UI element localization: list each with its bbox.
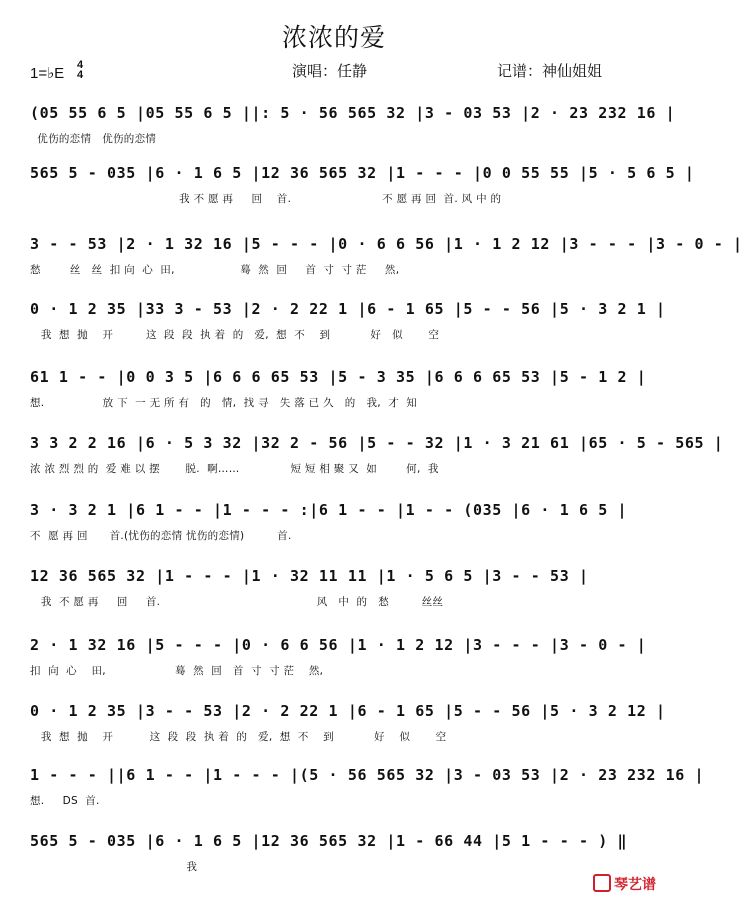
- notation-line: 12 36 565 32 |1 - - - |1 · 32 11 11 |1 · 5 6 5 |3 - - 53 |: [30, 567, 589, 585]
- scribe-credit: 记谱：神仙姐姐: [497, 62, 603, 80]
- notation-line: 2 · 1 32 16 |5 - - - |0 · 6 6 56 |1 · 1 2 12 |3 - - - |3 - 0 - |: [30, 636, 647, 654]
- notation-line: 565 5 - 035 |6 · 1 6 5 |12 36 565 32 |1 - - - |0 0 55 55 |5 · 5 6 5 |: [30, 164, 695, 182]
- notation-line: 1 - - - ||6 1 - - |1 - - - |(5 · 56 565 32 |3 - 03 53 |2 · 23 232 16 |: [30, 766, 705, 784]
- time-signature-bottom: 4: [76, 69, 84, 81]
- lyrics-line: 优伤的恋情 优伤的恋情: [30, 133, 157, 145]
- lyrics-line: 我 想 抛 开 这 段 段 执 着 的 爱, 想 不 到 好 似 空: [30, 329, 440, 341]
- staff-system-12: [30, 828, 635, 888]
- song-title: 浓浓的爱: [281, 23, 386, 52]
- notation-line: 61 1 - - |0 0 3 5 |6 6 6 65 53 |5 - 3 35 |6 6 6 65 53 |5 - 1 2 |: [30, 368, 647, 386]
- notation-line: 0 · 1 2 35 |3 - - 53 |2 · 2 22 1 |6 - 1 65 |5 - - 56 |5 · 3 2 12 |: [30, 702, 666, 720]
- lyrics-line: 扣 向 心 田, 蓦 然 回 首 寸 寸 茫 然,: [30, 665, 324, 677]
- time-signature: [73, 60, 87, 80]
- lyrics-line: 我 想 抛 开 这 段 段 执 着 的 爱, 想 不 到 好 似 空: [30, 731, 447, 743]
- lyrics-line: 不 愿 再 回 首.(忧伤的恋情 忧伤的恋情) 首.: [30, 530, 292, 542]
- time-signature-top: 4: [76, 59, 84, 71]
- lyrics-line: 我 不 愿 再 回 首. 不 愿 再 回 首. 风 中 的: [30, 193, 502, 205]
- staff-system-9: [30, 632, 647, 692]
- staff-system-3: [30, 231, 743, 291]
- staff-system-7: [30, 497, 635, 557]
- staff-system-4: [30, 296, 666, 356]
- lyrics-line: 想. 放 下 一 无 所 有 的 情, 找 寻 失 落 已 久 的 我, 才 知: [30, 397, 418, 409]
- staff-system-11: [30, 762, 705, 822]
- staff-system-2: [30, 160, 695, 220]
- notation-line: 565 5 - 035 |6 · 1 6 5 |12 36 565 32 |1 - 66 44 |5 1 - - - ) ‖: [30, 832, 628, 850]
- watermark-text: 琴艺谱: [614, 877, 656, 893]
- staff-system-10: [30, 698, 666, 758]
- notation-line: 0 · 1 2 35 |33 3 - 53 |2 · 2 22 1 |6 - 1 65 |5 - - 56 |5 · 3 2 1 |: [30, 300, 666, 318]
- singer-credit: 演唱：任静: [292, 62, 368, 80]
- site-watermark: [593, 874, 656, 894]
- notation-line: 3 - - 53 |2 · 1 32 16 |5 - - - |0 · 6 6 56 |1 · 1 2 12 |3 - - - |3 - 0 - |: [30, 235, 743, 253]
- staff-system-1: [30, 100, 676, 160]
- lyrics-line: 我: [30, 861, 198, 873]
- notation-line: 3 · 3 2 1 |6 1 - - |1 - - - :|6 1 - - |1 - - (035 |6 · 1 6 5 |: [30, 501, 628, 519]
- logo-icon: [593, 874, 611, 892]
- staff-system-6: [30, 430, 724, 490]
- key-signature: 1=♭E: [30, 65, 65, 82]
- lyrics-line: 想. DS 首.: [30, 795, 100, 807]
- staff-system-5: [30, 364, 647, 424]
- notation-line: (05 55 6 5 |05 55 6 5 ||: 5 · 56 565 32 |3 - 03 53 |2 · 23 232 16 |: [30, 104, 676, 122]
- notation-line: 3 3 2 2 16 |6 · 5 3 32 |32 2 - 56 |5 - - 32 |1 · 3 21 61 |65 · 5 - 565 |: [30, 434, 724, 452]
- staff-system-8: [30, 563, 635, 623]
- lyrics-line: 我 不 愿 再 回 首. 风 中 的 愁 丝丝: [30, 596, 444, 608]
- lyrics-line: 浓 浓 烈 烈 的 爱 难 以 摆 脱. 啊…… 短 短 相 聚 又 如 何, 我: [30, 463, 439, 475]
- lyrics-line: 愁 丝 丝 扣 向 心 田, 蓦 然 回 首 寸 寸 茫 然,: [30, 264, 400, 276]
